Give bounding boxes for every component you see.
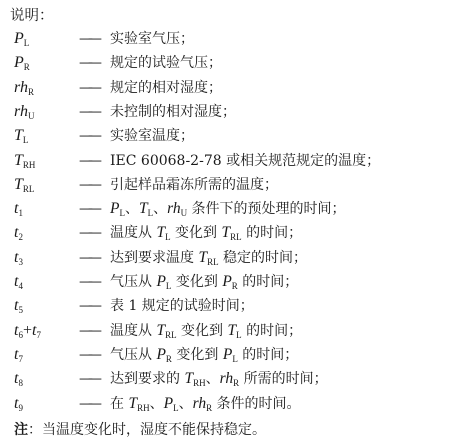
em-dash: —— [79,79,97,96]
inline-symbol-subscript: RH [193,378,206,389]
em-dash: —— [79,201,97,218]
symbol-letter: rh [14,102,28,120]
symbol-subscript: 4 [18,281,23,291]
symbol [14,52,84,74]
symbol-letter: t [14,224,19,242]
symbol [14,295,84,317]
symbol-subscript: RL [22,183,35,194]
definition-text: 实验室气压； [110,31,194,47]
definition-text: 引起样品霜冻所需的温度； [110,176,278,193]
symbol [14,150,84,172]
definition-row [0,393,457,415]
symbol-letter: T [14,151,23,169]
definition-text: 气压从 $P_R$ 变化到 $P_L$ 的时间； [110,345,299,364]
definition-text: IEC 60068-2-78 或相关规范规定的温度； [110,152,381,169]
definition-text: 达到要求的 $T_{RH}$、$rh_R$ 所需的时间； [110,370,328,389]
symbol-subscript: 2 [18,232,23,243]
inline-symbol: rh [192,394,207,412]
em-dash: —— [79,31,97,47]
inline-symbol-subscript: R [233,378,240,389]
definition-row [0,295,457,317]
definition-row [0,174,457,196]
symbol-letter: t [14,394,19,412]
inline-symbol: T [184,370,194,388]
em-dash: —— [79,152,97,169]
inline-symbol-subscript: L [232,353,238,364]
definition-text: 温度从 $T_{RL}$ 变化到 $T_L$ 的时间； [110,321,303,340]
symbol-letter: P [14,30,24,47]
definition-text: 温度从 $T_L$ 变化到 $T_{RL}$ 的时间； [110,224,303,243]
inline-symbol: P [156,273,166,290]
em-dash: —— [79,249,97,266]
plus-sign: + [22,321,32,339]
inline-symbol-subscript: L [165,281,172,291]
definition-text: 气压从 $P_L$ 变化到 $P_R$ 的时间； [110,273,299,291]
inline-symbol-subscript: L [119,208,125,219]
inline-symbol: T [227,321,237,339]
symbol [14,28,84,50]
em-dash: —— [79,225,97,242]
inline-symbol: P [163,394,174,412]
inline-symbol: T [221,224,231,242]
definition-text: 规定的相对湿度； [110,79,222,96]
symbol-letter: t [14,370,19,388]
footnote-label: 注 [14,422,28,438]
symbol-subscript: 7 [18,353,23,364]
definition-text: 达到要求温度 $T_{RL}$ 稳定的时间； [110,248,308,267]
inline-symbol-subscript: RL [230,232,242,243]
symbol-letter: t [14,200,19,218]
definition-text: 未控制的相对湿度； [110,103,236,120]
inline-symbol-subscript: R [165,353,172,364]
definition-text: 表 1 规定的试验时间； [110,298,254,315]
definition-row [0,247,457,269]
symbol-subscript: R [23,62,30,73]
inline-symbol-subscript: L [173,402,179,413]
inline-symbol-subscript: RL [165,329,177,340]
symbol-subscript: L [22,135,29,146]
symbol-letter: t [14,297,19,315]
definition-row [0,101,457,123]
symbol [14,101,84,123]
inline-symbol-subscript: L [147,208,154,219]
symbol-subscript: R [27,86,34,97]
inline-symbol: T [156,321,166,339]
em-dash: —— [79,346,97,363]
symbol-subscript: 6 [18,329,23,340]
em-dash: —— [79,395,97,412]
symbol-subscript: 7 [36,329,41,340]
definition-row [0,271,457,293]
em-dash: —— [79,128,97,145]
symbol-letter: t [14,321,19,339]
em-dash: —— [79,298,97,315]
definition-row [0,344,457,366]
inline-symbol: rh [167,200,181,218]
inline-symbol-subscript: L [165,232,171,243]
inline-symbol: P [110,200,120,218]
symbol [14,271,84,293]
definition-row [0,150,457,172]
em-dash: —— [79,55,97,72]
symbol [14,222,84,244]
explanation-heading: 说明： [10,8,54,24]
definition-row [0,198,457,220]
symbol [14,344,84,366]
footnote-text: ：当温度变化时，湿度不能保持稳定。 [28,422,266,438]
definition-row [0,222,457,244]
footnote [14,419,266,441]
inline-symbol: rh [219,370,234,388]
definition-text: 实验室温度； [110,128,194,145]
symbol [14,247,84,269]
definition-row [0,368,457,390]
definition-row [0,52,457,74]
inline-symbol-subscript: RL [207,256,219,267]
symbol-letter: rh [14,78,28,96]
symbol-subscript: 5 [18,305,23,316]
symbol-letter: t [31,321,37,339]
symbol-subscript: U [27,110,35,121]
inline-symbol: T [138,200,148,218]
symbol-subscript: 3 [18,256,23,267]
symbol-letter: P [14,54,24,72]
symbol-subscript: L [23,38,30,48]
definition-row [0,320,457,342]
inline-symbol: T [156,224,166,242]
symbol-letter: T [14,175,23,193]
em-dash: —— [79,322,97,339]
em-dash: —— [79,371,97,388]
definition-row [0,77,457,99]
inline-symbol-subscript: R [206,402,213,413]
symbol [14,198,84,220]
inline-symbol: P [222,345,233,363]
definition-row [0,28,457,50]
symbol-letter: t [14,248,19,266]
symbol [14,393,84,415]
symbol [14,174,84,196]
symbol-subscript: 8 [18,378,23,389]
symbol-subscript: 1 [18,208,23,219]
inline-symbol-subscript: R [231,281,238,291]
symbol [14,77,84,99]
symbol [14,125,84,147]
symbol [14,368,84,390]
symbol [14,320,84,342]
symbol-letter: t [14,345,19,363]
inline-symbol: P [222,273,232,290]
definition-row [0,125,457,147]
symbol-subscript: 9 [18,402,23,413]
inline-symbol-subscript: RH [137,402,150,413]
definition-text: 规定的试验气压； [110,55,222,72]
symbol-letter: T [14,127,23,145]
definition-text: 在 $T_{RH}$、$P_L$、$rh_R$ 条件的时间。 [110,394,301,413]
em-dash: —— [79,176,97,193]
definition-text: $P_L$、$T_L$、$rh_U$ 条件下的预处理的时间； [110,200,346,219]
inline-symbol: P [156,345,166,363]
inline-symbol: T [128,394,138,412]
em-dash: —— [79,274,97,290]
symbol-letter: t [14,273,19,290]
inline-symbol-subscript: L [236,329,242,340]
em-dash: —— [79,103,97,120]
inline-symbol: T [198,248,208,266]
inline-symbol-subscript: U [180,208,188,219]
symbol-subscript: RH [22,159,36,170]
